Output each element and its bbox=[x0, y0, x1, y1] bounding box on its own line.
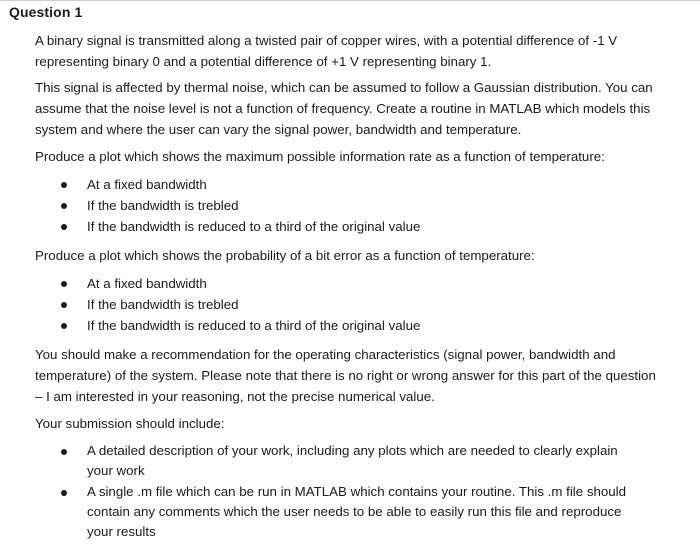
paragraph-noise-description: This signal is affected by thermal noise, which can be assumed to follow a Gaussian distribution. You can assume that the noise level is not a function of frequency. Create a routine in MATLAB which models this system and where the user can vary the signal power, bandwidth and temperature. bbox=[35, 80, 653, 137]
list-item-text: At a fixed bandwidth bbox=[87, 177, 207, 192]
top-divider bbox=[0, 0, 700, 1]
list-item bbox=[61, 441, 636, 481]
bullet-icon bbox=[61, 490, 67, 496]
bullet-icon bbox=[61, 302, 67, 308]
list-item-text: If the bandwidth is trebled bbox=[87, 297, 239, 312]
list-item-text: If the bandwidth is reduced to a third of the original value bbox=[87, 219, 421, 234]
question-heading: Question 1 bbox=[9, 4, 83, 20]
list-item bbox=[61, 273, 661, 294]
bullet-icon bbox=[61, 323, 67, 329]
list-item bbox=[61, 195, 661, 216]
paragraph-submission-intro: Your submission should include: bbox=[35, 416, 225, 431]
list-item bbox=[61, 315, 661, 336]
information-rate-bullet-list bbox=[61, 174, 661, 237]
bullet-icon bbox=[61, 281, 67, 287]
paragraph-bit-error-task: Produce a plot which shows the probability of a bit error as a function of temperature: bbox=[35, 248, 535, 263]
paragraph-recommendation: You should make a recommendation for the operating characteristics (signal power, bandwidth and temperature) of the system. Please note that there is no right or wrong answer for this part of the question – I am interested in your reasoning, not the precise numerical value. bbox=[35, 347, 656, 404]
list-item bbox=[61, 294, 661, 315]
list-item-text: A detailed description of your work, including any plots which are needed to clearly explain your work bbox=[87, 443, 618, 478]
bullet-icon bbox=[61, 203, 67, 209]
list-item-text: A single .m file which can be run in MATLAB which contains your routine. This .m file should contain any comments which the user needs to be able to easily run this file and reproduce your results bbox=[87, 484, 627, 539]
list-item bbox=[61, 482, 636, 542]
list-item bbox=[61, 216, 661, 237]
list-item-text: If the bandwidth is reduced to a third of the original value bbox=[87, 318, 421, 333]
list-item-text: At a fixed bandwidth bbox=[87, 276, 207, 291]
paragraph-signal-description: A binary signal is transmitted along a twisted pair of copper wires, with a potential difference of -1 V representing binary 0 and a potential difference of +1 V representing binary 1. bbox=[35, 33, 618, 69]
bullet-icon bbox=[61, 449, 67, 455]
bit-error-bullet-list bbox=[61, 273, 661, 336]
submission-bullet-list bbox=[61, 441, 636, 543]
paragraph-information-rate-task: Produce a plot which shows the maximum possible information rate as a function of temperature: bbox=[35, 149, 605, 164]
bullet-icon bbox=[61, 224, 67, 230]
bullet-icon bbox=[61, 182, 67, 188]
list-item bbox=[61, 174, 661, 195]
list-item-text: If the bandwidth is trebled bbox=[87, 198, 239, 213]
